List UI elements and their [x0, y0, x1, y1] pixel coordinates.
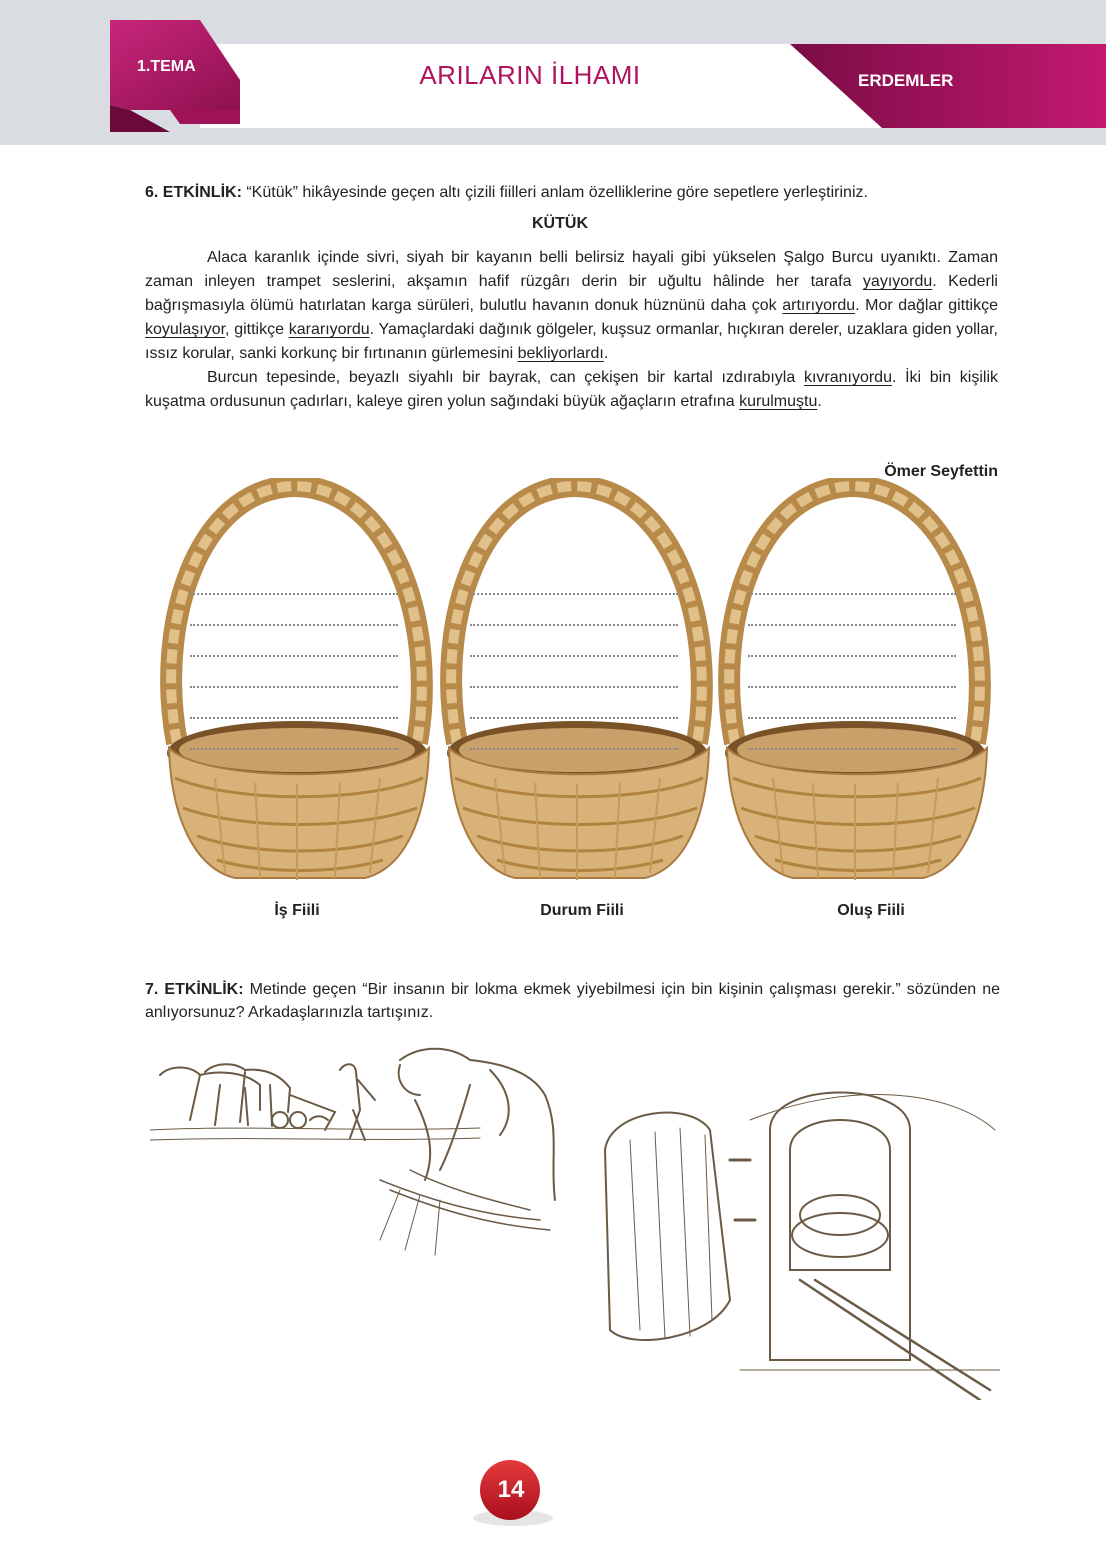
underlined-verb: artırıyordu [782, 297, 856, 314]
basket-label-olus-fiili: Oluş Fiili [837, 902, 905, 919]
story-text-segment: . Kederli bağrışmasıyla ölümü hatırlatan karga sürüleri, bulutlu havanın donuk hüznünü daha çok [145, 273, 998, 314]
answer-line[interactable] [190, 688, 398, 719]
answer-line[interactable] [470, 564, 678, 595]
answer-line[interactable] [190, 657, 398, 688]
basket-label-is-fiili: İş Fiili [274, 902, 320, 919]
activity-6-text: “Kütük” hikâyesinde geçen altı çizili fiilleri anlam özelliklerine göre sepetlere yerleştiriniz. [246, 184, 868, 201]
tema-ribbon [110, 20, 240, 140]
story-text [145, 246, 998, 414]
story-paragraph-1 [145, 246, 998, 366]
story-text-segment: . [817, 393, 822, 410]
underlined-verb: bekliyorlardı [517, 345, 604, 362]
bread-making-sketch [150, 1040, 1000, 1400]
activity-7-text: Metinde geçen “Bir insanın bir lokma ekmek yiyebilmesi için bin kişinin çalışması gerekir.” sözünden ne anlıyorsunuz? Arkadaşlarınızla tartışınız. [145, 981, 1000, 1021]
underlined-verb: koyulaşıyor [145, 321, 226, 338]
basket-durum-fiili [435, 478, 725, 893]
activity-6-instruction [145, 182, 1005, 204]
page-title: ARILARIN İLHAMI [419, 60, 641, 90]
page-number: 14 [497, 1476, 525, 1503]
answer-line[interactable] [748, 657, 956, 688]
story-text-segment: , gittikçe [225, 321, 289, 338]
story-paragraph-2 [145, 366, 998, 414]
activity-7-instruction [145, 978, 1000, 1024]
answer-line[interactable] [748, 688, 956, 719]
answer-line[interactable] [748, 626, 956, 657]
story-text-segment: Alaca karanlık içinde sivri, siyah bir kayanın belli belirsiz hayali gibi yükselen Şalgo Burcu uyanıktı. Zaman zaman inleyen trampet seslerini, akşamın hafif rüzgârı derin bir uğultu hâlinde her tarafa [145, 249, 998, 290]
section-label: ERDEMLER [858, 71, 954, 90]
answer-line[interactable] [190, 595, 398, 626]
basket-is-fiili [155, 478, 445, 893]
story-author: Ömer Seyfettin [884, 463, 998, 480]
answer-line[interactable] [748, 719, 956, 750]
answer-line[interactable] [470, 626, 678, 657]
answer-line[interactable] [190, 626, 398, 657]
story-text-segment: . Mor dağlar gittikçe [855, 297, 999, 314]
answer-line[interactable] [470, 688, 678, 719]
answer-line[interactable] [190, 564, 398, 595]
answer-line[interactable] [470, 719, 678, 750]
story-title: KÜTÜK [532, 215, 588, 232]
underlined-verb: kararıyordu [288, 321, 370, 338]
activity-7-label: 7. ETKİNLİK: [145, 981, 244, 998]
story-text-segment: . İki bin kişilik kuşatma ordusunun çadırları, kaleye giren yolun sağındaki büyük ağaçların etrafına [145, 369, 998, 410]
answer-line[interactable] [748, 564, 956, 595]
answer-line[interactable] [190, 719, 398, 750]
story-text-segment: . Yamaçlardaki dağınık gölgeler, kuşsuz ormanlar, hıçkıran dereler, uzaklara giden yollar, ıssız korular, sanki korkunç bir fırtınanın gürlemesini [145, 321, 998, 362]
answer-lines[interactable] [470, 564, 678, 750]
story-text-segment: Burcun tepesinde, beyazlı siyahlı bir bayrak, can çekişen bir kartal ızdırabıyla [207, 369, 804, 386]
basket-label-durum-fiili: Durum Fiili [540, 902, 624, 919]
answer-lines[interactable] [190, 564, 398, 750]
tema-label: 1.TEMA [137, 58, 196, 75]
answer-line[interactable] [748, 595, 956, 626]
underlined-verb: kurulmuştu [739, 393, 818, 410]
underlined-verb: kıvranıyordu [803, 369, 892, 386]
answer-line[interactable] [470, 657, 678, 688]
story-text-segment: . [603, 345, 609, 362]
activity-6-label: 6. ETKİNLİK: [145, 184, 242, 201]
answer-line[interactable] [470, 595, 678, 626]
basket-olus-fiili [713, 478, 1003, 893]
underlined-verb: yayıyordu [862, 273, 933, 290]
answer-lines[interactable] [748, 564, 956, 750]
